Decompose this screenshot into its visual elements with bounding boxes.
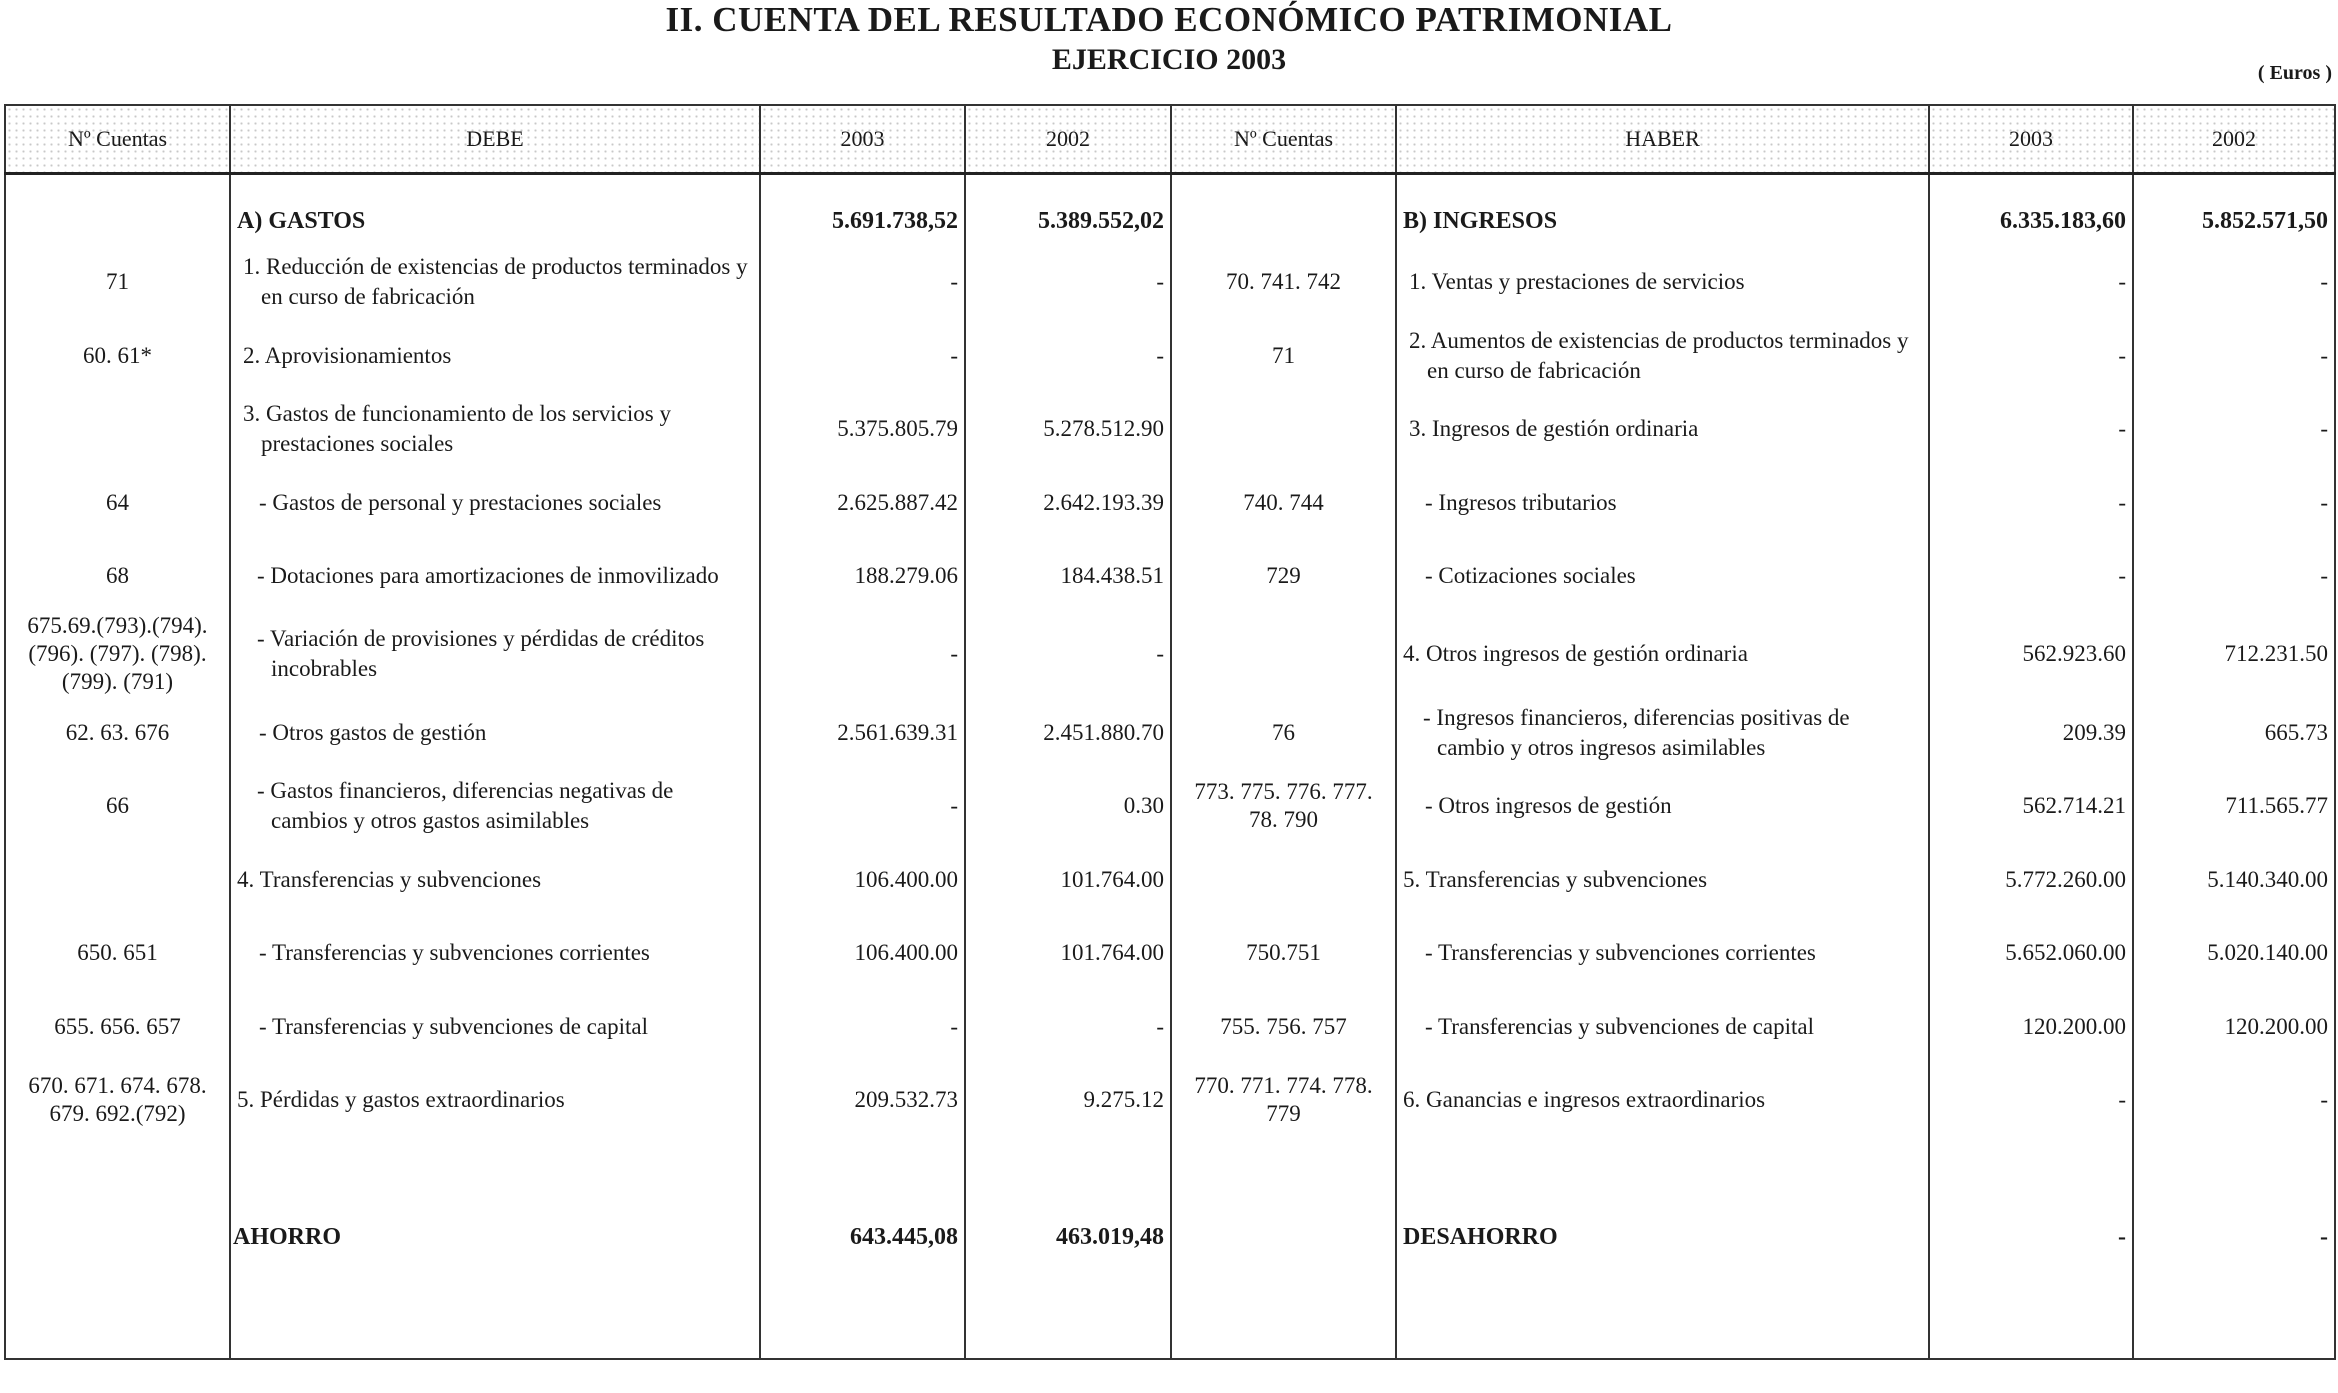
header-haber-2002: 2002 — [2133, 105, 2335, 174]
left-description-cell: - Variación de provisiones y pérdidas de créditos incobrables — [230, 612, 760, 696]
right-2002-cell: - — [2133, 392, 2335, 466]
left-2002-cell: 184.438.51 — [965, 539, 1171, 612]
right-description-cell: B) INGRESOS — [1396, 197, 1929, 245]
left-2002-cell: - — [965, 612, 1171, 696]
header-debe: DEBE — [230, 105, 760, 174]
header-left-accounts: Nº Cuentas — [5, 105, 230, 174]
ahorro-label: AHORRO — [230, 1215, 760, 1259]
right-account-cell — [1171, 197, 1396, 245]
right-description-cell: 3. Ingresos de gestión ordinaria — [1396, 392, 1929, 466]
left-2003-cell: - — [760, 769, 965, 843]
right-2003-cell: 120.200.00 — [1929, 990, 2133, 1063]
left-account-cell: 655. 656. 657 — [5, 990, 230, 1063]
right-2002-cell: 711.565.77 — [2133, 769, 2335, 843]
right-2002-cell: 5.140.340.00 — [2133, 843, 2335, 916]
right-description-cell: 1. Ventas y prestaciones de servicios — [1396, 245, 1929, 319]
left-account-cell: 675.69.(793).(794). (796). (797). (798). (799). (791) — [5, 612, 230, 696]
right-2003-cell: 5.652.060.00 — [1929, 916, 2133, 990]
left-2003-cell: - — [760, 990, 965, 1063]
right-account-cell — [1171, 612, 1396, 696]
right-account-cell: 71 — [1171, 319, 1396, 392]
left-2002-cell: 5.389.552,02 — [965, 197, 1171, 245]
right-2003-cell: 209.39 — [1929, 696, 2133, 769]
table-row — [5, 916, 2335, 990]
right-description-cell: - Transferencias y subvenciones de capital — [1396, 990, 1929, 1063]
left-description-cell: - Otros gastos de gestión — [230, 696, 760, 769]
left-2003-cell: 5.375.805.79 — [760, 392, 965, 466]
right-description-cell: - Ingresos tributarios — [1396, 466, 1929, 539]
left-2003-cell: 106.400.00 — [760, 843, 965, 916]
ahorro-2003-cell: 643.445,08 — [760, 1215, 965, 1259]
left-2003-cell: 2.561.639.31 — [760, 696, 965, 769]
left-description-cell: 2. Aprovisionamientos — [230, 319, 760, 392]
left-2003-cell: 209.532.73 — [760, 1063, 965, 1137]
table-row — [5, 1215, 2335, 1259]
right-account-cell: 755. 756. 757 — [1171, 990, 1396, 1063]
right-account-cell — [1171, 392, 1396, 466]
table-row — [5, 612, 2335, 696]
left-description-cell: 3. Gastos de funcionamiento de los servicios y prestaciones sociales — [230, 392, 760, 466]
right-description-cell: 4. Otros ingresos de gestión ordinaria — [1396, 612, 1929, 696]
right-account-cell: 773. 775. 776. 777. 78. 790 — [1171, 769, 1396, 843]
table-row — [5, 1063, 2335, 1137]
table-row — [5, 696, 2335, 769]
header-haber: HABER — [1396, 105, 1929, 174]
document-title: II. CUENTA DEL RESULTADO ECONÓMICO PATRIMONIAL — [665, 0, 1673, 39]
spacer-row — [5, 174, 2335, 198]
desahorro-2002-cell: - — [2133, 1215, 2335, 1259]
left-2002-cell: 2.451.880.70 — [965, 696, 1171, 769]
left-account-cell: 71 — [5, 245, 230, 319]
right-account-cell: 76 — [1171, 696, 1396, 769]
left-account-cell — [5, 843, 230, 916]
left-2003-cell: 106.400.00 — [760, 916, 965, 990]
left-2002-cell: - — [965, 319, 1171, 392]
currency-units: ( Euros ) — [2257, 62, 2332, 84]
table-row — [5, 197, 2335, 245]
right-2003-cell: - — [1929, 1063, 2133, 1137]
right-2002-cell: 712.231.50 — [2133, 612, 2335, 696]
left-2002-cell: - — [965, 990, 1171, 1063]
right-2003-cell: 6.335.183,60 — [1929, 197, 2133, 245]
spacer-row — [5, 1137, 2335, 1215]
right-2003-cell: - — [1929, 319, 2133, 392]
right-account-cell — [1171, 1215, 1396, 1259]
left-2003-cell: 2.625.887.42 — [760, 466, 965, 539]
ahorro-2002-cell: 463.019,48 — [965, 1215, 1171, 1259]
left-2002-cell: 5.278.512.90 — [965, 392, 1171, 466]
left-2003-cell: 5.691.738,52 — [760, 197, 965, 245]
right-account-cell: 729 — [1171, 539, 1396, 612]
right-account-cell: 70. 741. 742 — [1171, 245, 1396, 319]
right-description-cell: - Cotizaciones sociales — [1396, 539, 1929, 612]
desahorro-label: DESAHORRO — [1396, 1215, 1929, 1259]
right-2002-cell: 120.200.00 — [2133, 990, 2335, 1063]
left-2003-cell: - — [760, 245, 965, 319]
left-description-cell: A) GASTOS — [230, 197, 760, 245]
left-2002-cell: - — [965, 245, 1171, 319]
left-2003-cell: - — [760, 319, 965, 392]
left-account-cell: 60. 61* — [5, 319, 230, 392]
right-2003-cell: 5.772.260.00 — [1929, 843, 2133, 916]
right-description-cell: 2. Aumentos de existencias de productos terminados y en curso de fabricación — [1396, 319, 1929, 392]
right-2003-cell: - — [1929, 466, 2133, 539]
left-account-cell: 66 — [5, 769, 230, 843]
left-2002-cell: 9.275.12 — [965, 1063, 1171, 1137]
table-header-row — [5, 105, 2335, 174]
left-account-cell: 670. 671. 674. 678. 679. 692.(792) — [5, 1063, 230, 1137]
left-2002-cell: 0.30 — [965, 769, 1171, 843]
right-description-cell: 6. Ganancias e ingresos extraordinarios — [1396, 1063, 1929, 1137]
left-account-cell: 650. 651 — [5, 916, 230, 990]
right-2002-cell: - — [2133, 319, 2335, 392]
right-account-cell: 770. 771. 774. 778. 779 — [1171, 1063, 1396, 1137]
document-subtitle: EJERCICIO 2003 — [1051, 43, 1287, 76]
right-2002-cell: 5.020.140.00 — [2133, 916, 2335, 990]
left-account-cell — [5, 1215, 230, 1259]
left-2003-cell: 188.279.06 — [760, 539, 965, 612]
left-2002-cell: 101.764.00 — [965, 916, 1171, 990]
table-row — [5, 392, 2335, 466]
table-row — [5, 990, 2335, 1063]
left-description-cell: - Transferencias y subvenciones de capital — [230, 990, 760, 1063]
spacer-row — [5, 1259, 2335, 1359]
right-description-cell: - Ingresos financieros, diferencias positivas de cambio y otros ingresos asimilables — [1396, 696, 1929, 769]
left-description-cell: 4. Transferencias y subvenciones — [230, 843, 760, 916]
table-row — [5, 245, 2335, 319]
left-2003-cell: - — [760, 612, 965, 696]
left-account-cell: 62. 63. 676 — [5, 696, 230, 769]
right-2003-cell: 562.714.21 — [1929, 769, 2133, 843]
header-haber-2003: 2003 — [1929, 105, 2133, 174]
right-2003-cell: 562.923.60 — [1929, 612, 2133, 696]
table-row — [5, 843, 2335, 916]
left-account-cell: 64 — [5, 466, 230, 539]
result-account-table — [4, 104, 2336, 1360]
left-description-cell: - Gastos de personal y prestaciones sociales — [230, 466, 760, 539]
header-debe-2002: 2002 — [965, 105, 1171, 174]
left-description-cell: 1. Reducción de existencias de productos terminados y en curso de fabricación — [230, 245, 760, 319]
table-row — [5, 539, 2335, 612]
right-account-cell: 740. 744 — [1171, 466, 1396, 539]
header-debe-2003: 2003 — [760, 105, 965, 174]
table-row — [5, 466, 2335, 539]
left-description-cell: - Dotaciones para amortizaciones de inmovilizado — [230, 539, 760, 612]
left-2002-cell: 101.764.00 — [965, 843, 1171, 916]
right-2003-cell: - — [1929, 392, 2133, 466]
right-2003-cell: - — [1929, 245, 2133, 319]
left-description-cell: - Transferencias y subvenciones corrientes — [230, 916, 760, 990]
right-2002-cell: - — [2133, 539, 2335, 612]
desahorro-2003-cell: - — [1929, 1215, 2133, 1259]
right-account-cell: 750.751 — [1171, 916, 1396, 990]
right-2002-cell: - — [2133, 466, 2335, 539]
left-description-cell: - Gastos financieros, diferencias negativas de cambios y otros gastos asimilables — [230, 769, 760, 843]
right-2002-cell: - — [2133, 245, 2335, 319]
right-2002-cell: 5.852.571,50 — [2133, 197, 2335, 245]
table-row — [5, 769, 2335, 843]
right-2002-cell: 665.73 — [2133, 696, 2335, 769]
left-description-cell: 5. Pérdidas y gastos extraordinarios — [230, 1063, 760, 1137]
right-account-cell — [1171, 843, 1396, 916]
header-right-accounts: Nº Cuentas — [1171, 105, 1396, 174]
right-2003-cell: - — [1929, 539, 2133, 612]
left-account-cell: 68 — [5, 539, 230, 612]
left-account-cell — [5, 392, 230, 466]
right-description-cell: - Transferencias y subvenciones corrientes — [1396, 916, 1929, 990]
right-description-cell: 5. Transferencias y subvenciones — [1396, 843, 1929, 916]
right-description-cell: - Otros ingresos de gestión — [1396, 769, 1929, 843]
left-2002-cell: 2.642.193.39 — [965, 466, 1171, 539]
table-row — [5, 319, 2335, 392]
right-2002-cell: - — [2133, 1063, 2335, 1137]
left-account-cell — [5, 197, 230, 245]
